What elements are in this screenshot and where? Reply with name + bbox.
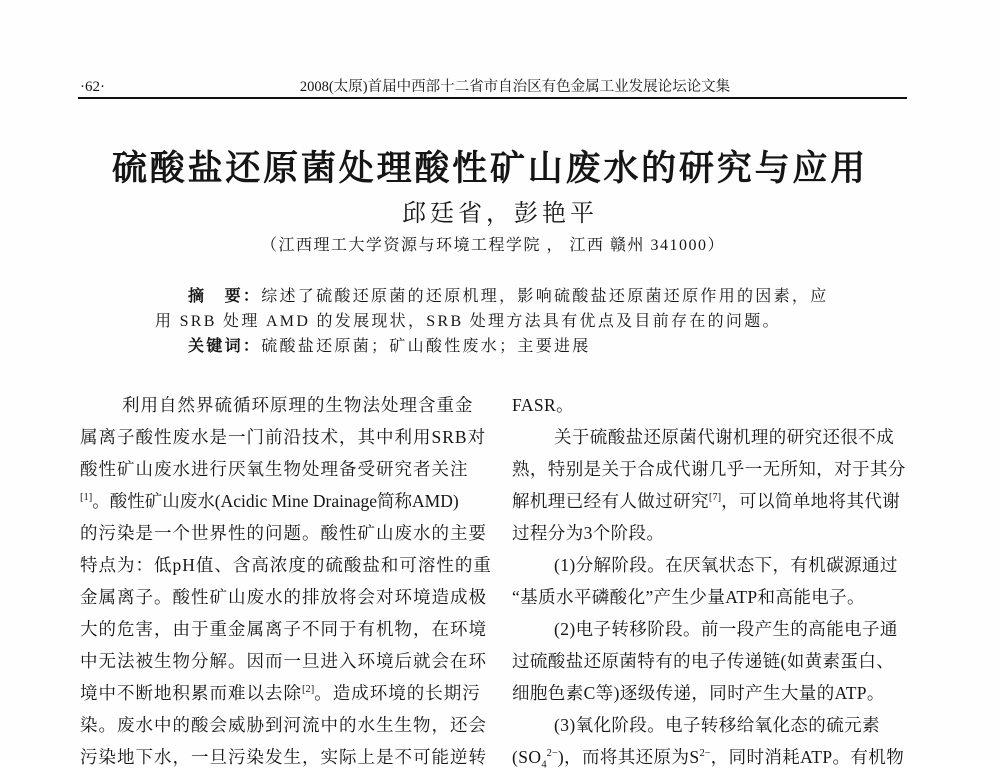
header-rule (78, 97, 907, 99)
left-column-line (80, 677, 500, 709)
keywords-line (188, 336, 591, 358)
citation-marker: [1] (80, 492, 93, 504)
left-column-line: 酸性矿山废水进行厌氧生物处理备受研究者关注 (80, 459, 469, 479)
abstract-line-1 (188, 286, 829, 308)
line-text: )，而将其还原为S (557, 747, 700, 767)
left-column (80, 389, 500, 767)
paper-title: 硫酸盐还原菌处理酸性矿山废水的研究与应用 (111, 149, 868, 188)
right-column-line (512, 485, 912, 517)
left-column-line (80, 485, 500, 517)
line-text: 境中不断地积累而难以去除 (80, 683, 302, 703)
right-column-line: 关于硫酸盐还原菌代谢机理的研究还很不成 (554, 427, 895, 447)
left-column-line: 属离子酸性废水是一门前沿技术，其中利用SRB对 (80, 427, 487, 447)
line-text: 解机理已经有人做过研究 (512, 491, 709, 511)
left-column-line: 染。废水中的酸会威胁到河流中的水生生物，还会 (80, 715, 487, 735)
left-column-line: 特点为：低pH值、含高浓度的硫酸盐和可溶性的重 (80, 555, 492, 575)
right-column-line: 细胞色素C等)逐级传递，同时产生大量的ATP。 (512, 683, 885, 703)
left-column-line: 金属离子。酸性矿山废水的排放将会对环境造成极 (80, 587, 487, 607)
authors: 邱廷省，彭艳平 (402, 201, 598, 227)
left-column-line: 的污染是一个世界性的问题。酸性矿山废水的主要 (80, 523, 487, 543)
line-text: 。造成环境的长期污 (314, 683, 481, 703)
abstract-line-2: 用 SRB 处理 AMD 的发展现状，SRB 处理方法具有优点及目前存在的问题。 (155, 313, 781, 330)
line-text: (SO (512, 747, 542, 767)
line-text: ，可以简单地将其代谢 (721, 491, 901, 511)
right-column-line: “基质水平磷酸化”产生少量ATP和高能电子。 (512, 587, 865, 607)
right-column-line: 过硫酸盐还原菌特有的电子传递链(如黄素蛋白、 (512, 651, 895, 671)
left-column-line: 利用自然界硫循环原理的生物法处理含重金 (122, 395, 474, 415)
line-text: 。酸性矿山废水(Acidic Mine Drainage简称AMD) (92, 491, 459, 511)
superscript: 2− (546, 748, 558, 760)
affiliation: （江西理工大学资源与环境工程学院 ， 江西 赣州 341000） (260, 237, 725, 254)
right-column-line (512, 741, 912, 771)
right-column-line: 熟，特别是关于合成代谢几乎一无所知，对于其分 (512, 459, 906, 479)
right-column-line: FASR。 (512, 395, 574, 415)
left-column-line: 大的危害，由于重金属离子不同于有机物，在环境 (80, 619, 487, 639)
right-column-line: (3)氧化阶段。电子转移给氧化态的硫元素 (554, 715, 880, 735)
page-number: ·62· (80, 79, 105, 95)
citation-marker: [7] (708, 492, 722, 504)
keywords-text: 硫酸盐还原菌；矿山酸性废水；主要进展 (261, 338, 591, 355)
keywords-label: 关键词： (188, 338, 262, 355)
right-column-line: (2)电子转移阶段。前一段产生的高能电子通 (554, 619, 898, 639)
right-column-line: (1)分解阶段。在厌氧状态下，有机碳源通过 (554, 555, 898, 575)
line-text: ，同时消耗ATP。有机物 (710, 747, 905, 767)
left-column-line: 中无法被生物分解。因而一旦进入环境后就会在环 (80, 651, 487, 671)
citation-marker: [2] (302, 684, 315, 696)
subscript: 4 (541, 759, 547, 771)
left-column-line: 污染地下水，一旦污染发生，实际上是不可能逆转 (80, 747, 487, 767)
running-title: 2008(太原)首届中西部十二省市自治区有色金属工业发展论坛论文集 (299, 79, 731, 95)
abstract-text: 综述了硫酸还原菌的还原机理，影响硫酸盐还原菌还原作用的因素，应 (261, 288, 829, 305)
abstract-label: 摘 要： (188, 288, 262, 305)
superscript: 2− (699, 748, 711, 760)
right-column (512, 389, 912, 771)
right-column-line: 过程分为3个阶段。 (512, 523, 665, 543)
